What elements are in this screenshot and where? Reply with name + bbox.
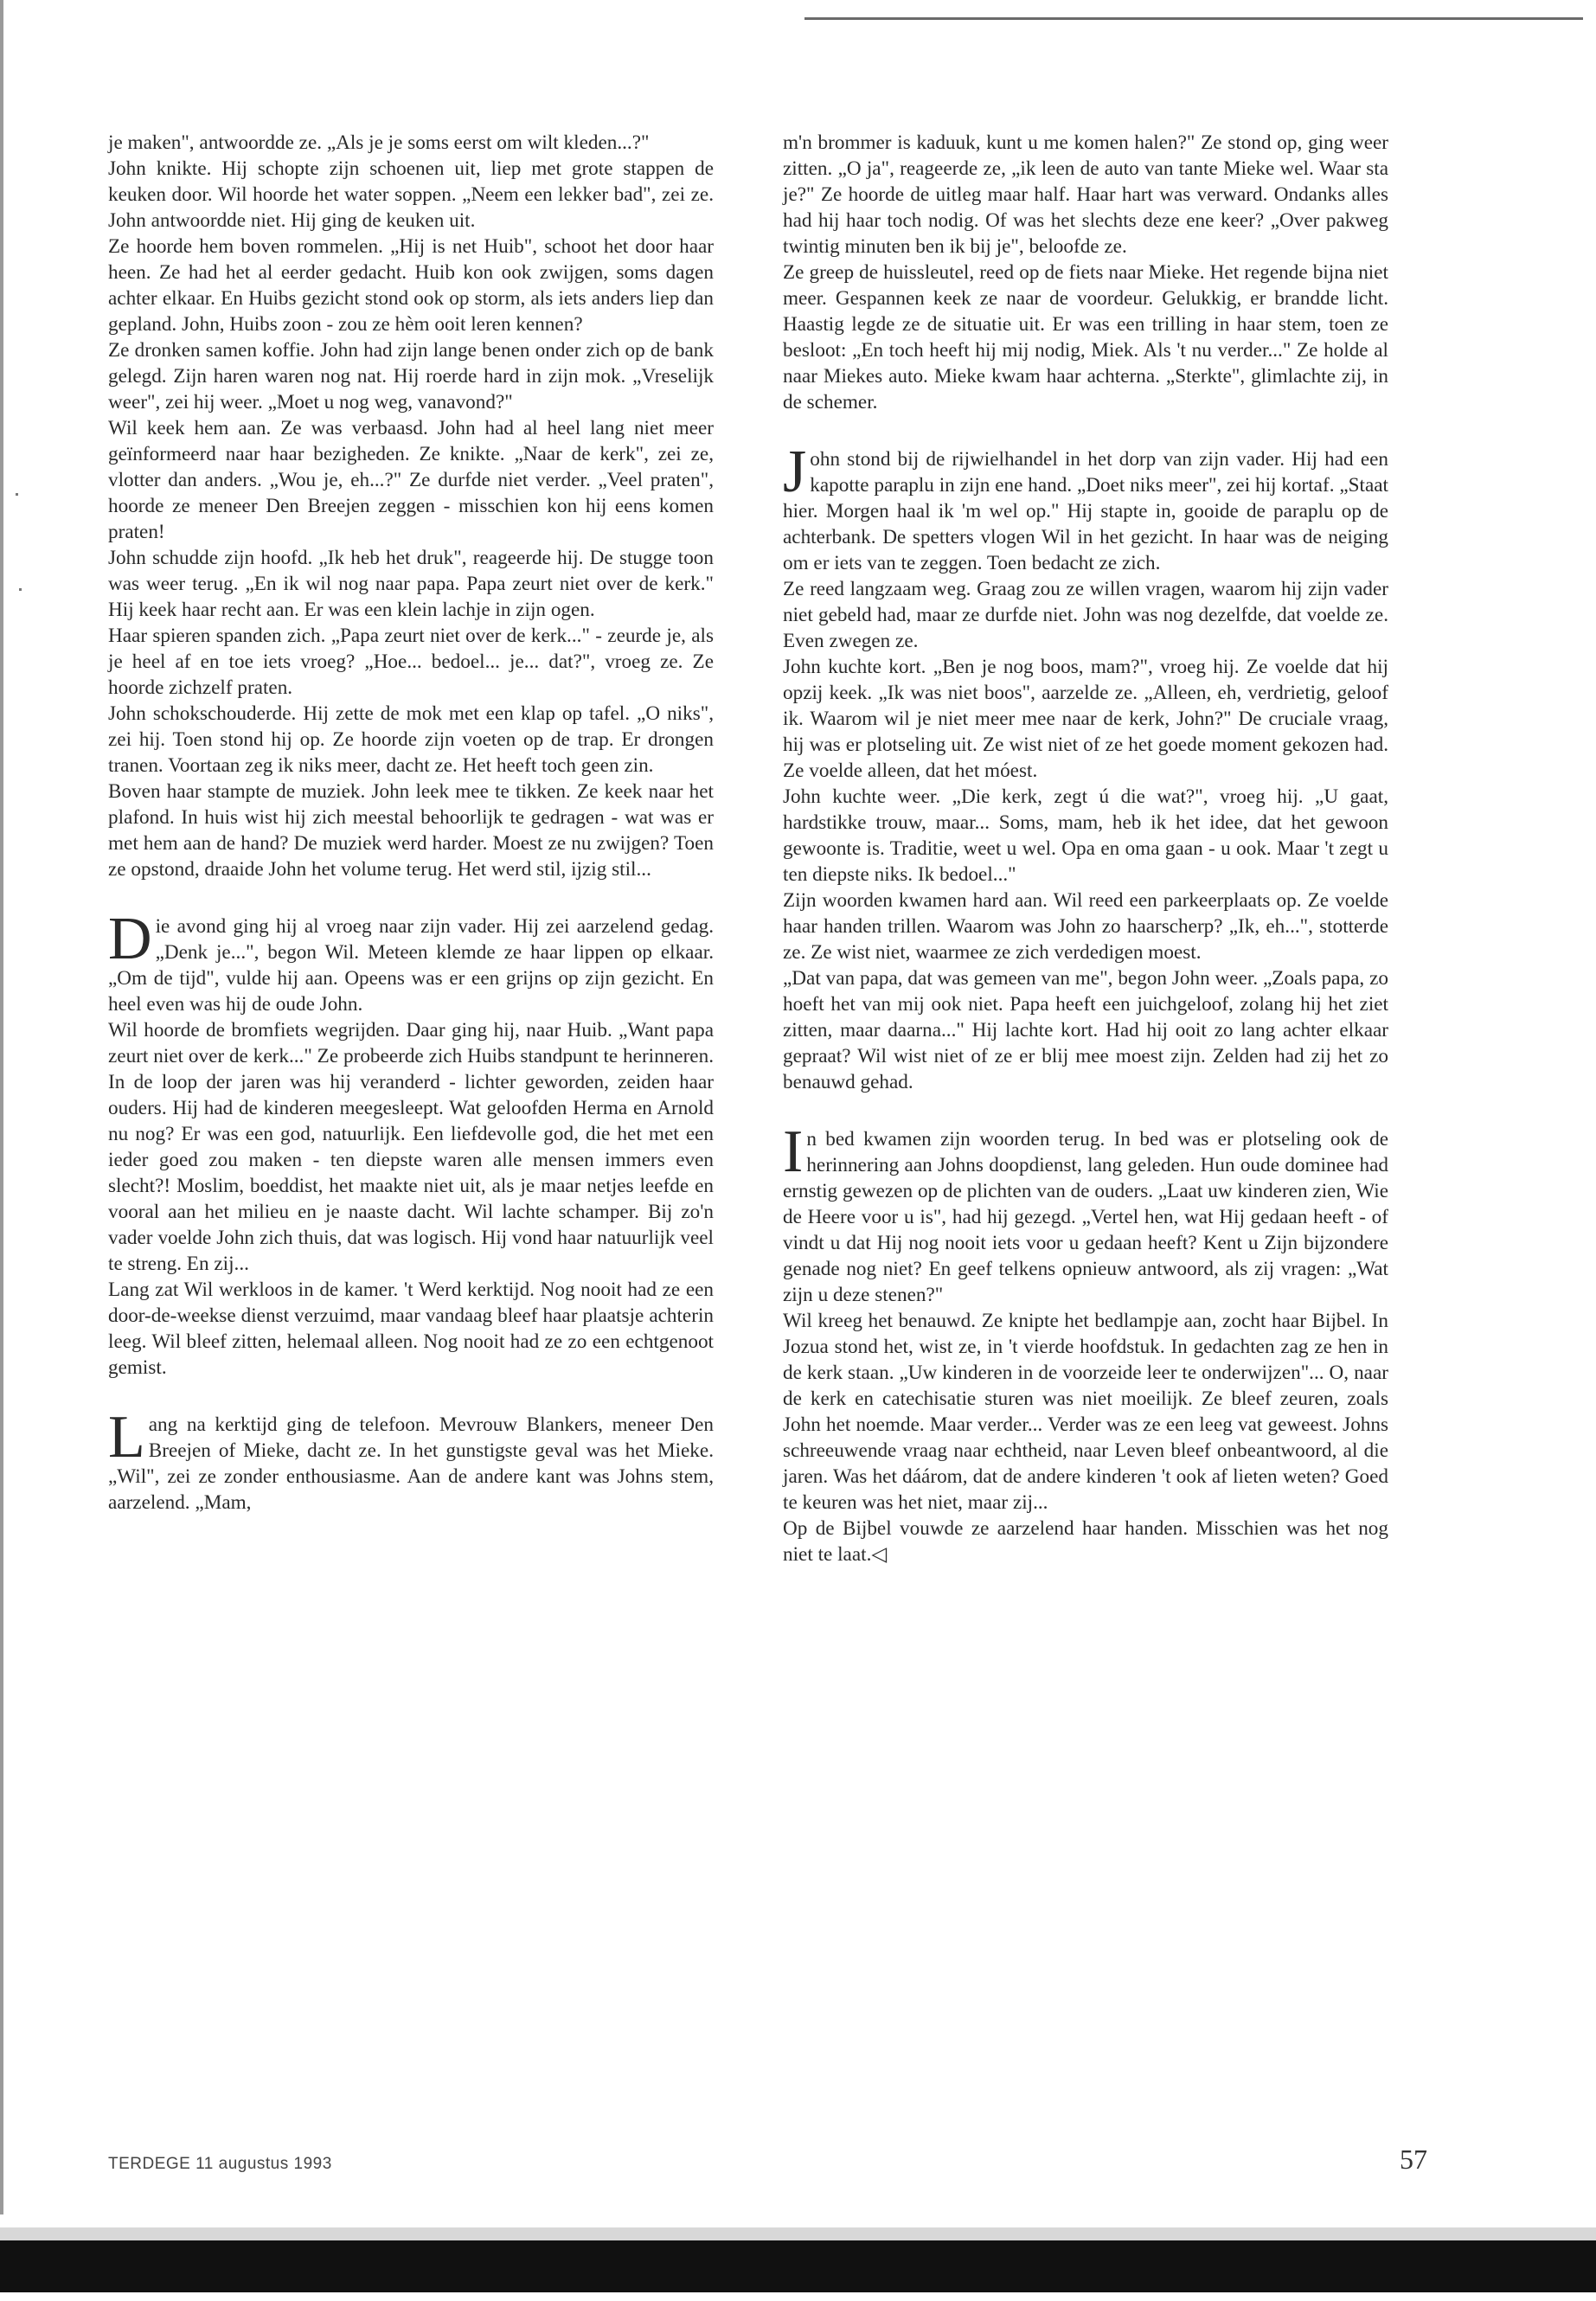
paragraph: Haar spieren spanden zich. „Papa zeurt niet over de kerk..." - zeurde je, als je heel af en toe iets vroeg? „Hoe... bedoel... je... dat?", vroeg ze. Ze hoorde zichzelf praten. xyxy=(108,625,714,699)
paragraph: Ze greep de huissleutel, reed op de fiets naar Mieke. Het regende bijna niet meer. Gespannen keek ze naar de voordeur. Gelukkig, er brandde licht. Haastig legde ze de situatie uit. Er was een trilling in haar stem, toen ze besloot: „En toch heeft hij mij nodig, Miek. Als 't nu verder..." Ze holde al naar Miekes auto. Mieke kwam haar achterna. „Sterkte", glimlachte zij, in de schemer. xyxy=(783,261,1388,413)
paragraph: m'n brommer is kaduuk, kunt u me komen halen?" Ze stond op, ging weer zitten. „O ja", reageerde ze, „ik leen de auto van tante Mieke wel. Waar sta je?" Ze hoorde de uitleg maar half. Haar hart was verward. Ondanks alles had hij haar toch nodig. Of was het slechts deze ene keer? „Over pakweg twintig minuten ben ik bij je", beloofde ze. xyxy=(783,131,1388,258)
paragraph: John schokschouderde. Hij zette de mok met een klap op tafel. „O niks", zei hij. Toen stond hij op. Ze hoorde zijn voeten op de trap. Er drongen tranen. Voortaan zeg ik niks meer, dacht ze. Het heeft toch geen zin. xyxy=(108,702,714,777)
drop-cap: L xyxy=(108,1404,145,1471)
margin-mark xyxy=(16,493,18,496)
section-gap xyxy=(108,882,714,913)
paragraph: John schudde zijn hoofd. „Ik heb het druk", reageerde hij. De stugge toon was weer terug. „En ik wil nog naar papa. Papa zeurt niet over de kerk." Hij keek haar recht aan. Er was een klein lachje in zijn ogen. xyxy=(108,547,714,621)
paragraph: John knikte. Hij schopte zijn schoenen uit, liep met grote stappen de keuken door. Wil hoorde het water soppen. „Neem een lekker bad", zei ze. John antwoordde niet. Hij ging de keuken uit. xyxy=(108,157,714,232)
paragraph: Wil kreeg het benauwd. Ze knipte het bedlampje aan, zocht haar Bijbel. In Jozua stond het, wist ze, in 't vierde hoofdstuk. In gedachten zag ze hen in de kerk staan. „Uw kinderen in de voorzeide leer te onderwijzen"... O, naar de kerk en catechisatie sturen was niet moeilijk. Ze bleef zeuren, zoals John het noemde. Maar verder... Verder was ze een leeg vat geweest. Johns schreeuwende vraag naar echtheid, naar Leven bleef onbeantwoord, al die jaren. Was het dáárom, dat de andere kinderen 't ook af lieten weten? Goed te keuren was het niet, maar zij... xyxy=(783,1310,1388,1514)
paragraph: Ze hoorde hem boven rommelen. „Hij is net Huib", schoot het door haar heen. Ze had het al eerder gedacht. Huib kon ook zwijgen, soms dagen achter elkaar. En Huibs gezicht stond ook op storm, als iets anders liep dan gepland. John, Huibs zoon - zou ze hèm ooit leren kennen? xyxy=(108,235,714,336)
paragraph-text: ohn stond bij de rijwielhandel in het dorp van zijn vader. Hij had een kapotte paraplu in zijn ene hand. „Doet niks meer", zei hij kortaf. „Staat hier. Morgen haal ik 'm wel op." Hij stapte in, gooide de paraplu op de achterbank. De spetters vlogen Wil in het gezicht. In haar was de neiging om er iets van te zeggen. Toen bedacht ze zich. xyxy=(783,448,1388,574)
paragraph: Lang zat Wil werkloos in de kamer. 't Werd kerktijd. Nog nooit had ze een door-de-weekse dienst verzuimd, maar vandaag bleef haar plaatsje achterin leeg. Wil bleef zitten, helemaal alleen. Nog nooit had ze zo een echtgenoot gemist. xyxy=(108,1279,714,1379)
drop-cap: D xyxy=(108,906,152,972)
paragraph: Wil keek hem aan. Ze was verbaasd. John had al heel lang niet meer geïnformeerd naar haar bezigheden. Ze knikte. „Naar de kerk", zei ze, vlotter dan anders. „Wou je, eh...?" Ze durfde niet verder. „Veel praten", hoorde ze meneer Den Breejen zeggen - misschien kon hij eens komen praten! xyxy=(108,417,714,543)
drop-cap: J xyxy=(783,439,807,505)
section-gap xyxy=(108,1381,714,1412)
paragraph: Op de Bijbel vouwde ze aarzelend haar handen. Misschien was het nog niet te laat.◁ xyxy=(783,1517,1388,1566)
paragraph: Zijn woorden kwamen hard aan. Wil reed een parkeerplaats op. Ze voelde haar handen trillen. Waarom was John zo haarscherp? „Ik, eh...", stotterde ze. Ze wist niet, waarmee ze zich verdedigen moest. xyxy=(783,889,1388,964)
paragraph: Ze dronken samen koffie. John had zijn lange benen onder zich op de bank gelegd. Zijn haren waren nog nat. Hij roerde hard in zijn mok. „Vreselijk weer", zei hij weer. „Moet u nog weg, vanavond?" xyxy=(108,339,714,413)
top-rule xyxy=(804,17,1583,20)
paragraph: Ze reed langzaam weg. Graag zou ze willen vragen, waarom hij zijn vader niet gebeld had, maar ze durfde niet. John was nog dezelfde, dat voelde ze. Even zwegen ze. xyxy=(783,578,1388,652)
left-column xyxy=(108,130,714,1516)
paragraph: Boven haar stampte de muziek. John leek mee te tikken. Ze keek naar het plafond. In huis wist hij zich meestal behoorlijk te gedragen - wat was er met hem aan de hand? De muziek werd harder. Moest ze nu zwijgen? Toen ze opstond, draaide John het volume terug. Het werd stil, ijzig stil... xyxy=(108,780,714,881)
section-gap xyxy=(783,415,1388,446)
section-paragraph xyxy=(783,439,1388,576)
section-gap xyxy=(783,1095,1388,1126)
paragraph: John kuchte kort. „Ben je nog boos, mam?", vroeg hij. Ze voelde dat hij opzij keek. „Ik was niet boos", aarzelde ze. „Alleen, eh, verdrietig, geloof ik. Waarom wil je niet meer mee naar de kerk, John?" De cruciale vraag, hij was er plotseling uit. Ze wist niet of ze het goede moment gekozen had. Ze voelde alleen, dat het móest. xyxy=(783,656,1388,782)
page-edge-left xyxy=(0,0,3,2214)
paragraph: Wil hoorde de bromfiets wegrijden. Daar ging hij, naar Huib. „Want papa zeurt niet over de kerk..." Ze probeerde zich Huibs standpunt te herinneren. In de loop der jaren was hij veranderd - lichter geworden, zeiden haar ouders. Hij had de kinderen meegesleept. Wat geloofden Herma en Arnold nu nog? Er was een god, natuurlijk. Een liefdevolle god, die het met een ieder goed zou maken - ten diepste waren alle mensen immers even slecht?! Moslim, boeddist, het maakte niet uit, als je maar netjes leefde en vooral aan het milieu en je naaste dacht. Wil lachte schamper. Bij zo'n vader voelde John zich thuis, dat was logisch. Hij vond haar natuurlijk veel te streng. En zij... xyxy=(108,1019,714,1275)
paragraph-text: n bed kwamen zijn woorden terug. In bed was er plotseling ook de herinnering aan Johns doopdienst, lang geleden. Hun oude dominee had ernstig gewezen op de plichten van de ouders. „Laat uw kinderen zien, Wie de Heere voor u is", had hij gezegd. „Vertel hen, wat Hij gedaan heeft - of vindt u dat Hij nog nooit iets voor u gedaan heeft? Kent u Zijn bijzondere genade nog niet? En geef telkens opnieuw antwoord, als zij vragen: „Wat zijn u deze stenen?" xyxy=(783,1128,1388,1306)
scan-edge-bar xyxy=(0,2240,1596,2292)
paragraph: John kuchte weer. „Die kerk, zegt ú die wat?", vroeg hij. „U gaat, hardstikke trouw, maar... Soms, mam, heb ik het idee, dat het gewoon gewoonte is. Traditie, weet u wel. Opa en oma gaan - u ook. Maar 't zegt u ten diepste niks. Ik bedoel..." xyxy=(783,785,1388,886)
paragraph-text: ang na kerktijd ging de telefoon. Mevrouw Blankers, meneer Den Breejen of Mieke, dacht ze. In het gunstigste geval was het Mieke. „Wil", zei ze zonder enthousiasme. Aan de andere kant was Johns stem, aarzelend. „Mam, xyxy=(108,1413,714,1514)
section-paragraph xyxy=(783,1118,1388,1308)
right-column xyxy=(783,130,1388,1567)
paragraph: je maken", antwoordde ze. „Als je je soms eerst om wilt kleden...?" xyxy=(108,131,650,154)
page-number: 57 xyxy=(1400,2144,1427,2175)
margin-mark xyxy=(19,588,22,591)
scan-edge-shadow xyxy=(0,2227,1596,2240)
section-paragraph xyxy=(108,906,714,1017)
paragraph-text: ie avond ging hij al vroeg naar zijn vader. Hij zei aarzelend gedag. „Denk je...", begon Wil. Meteen klemde ze haar lippen op elkaar. „Om de tijd", vulde hij aan. Opeens was er een grijns op zijn gezicht. En heel even was hij de oude John. xyxy=(108,915,714,1016)
publication-footer: TERDEGE 11 augustus 1993 xyxy=(108,2155,332,2173)
section-paragraph xyxy=(108,1404,714,1516)
paragraph: „Dat van papa, dat was gemeen van me", begon John weer. „Zoals papa, zo hoeft het van mij ook niet. Papa heeft een juichgeloof, zolang hij het ziet zitten, maar daarna..." Hij lachte kort. Had hij ooit zo lang achter elkaar gepraat? Wil wist niet of ze er blij mee moest zijn. Zelden had zij het zo benauwd gehad. xyxy=(783,967,1388,1093)
drop-cap: I xyxy=(783,1118,804,1185)
